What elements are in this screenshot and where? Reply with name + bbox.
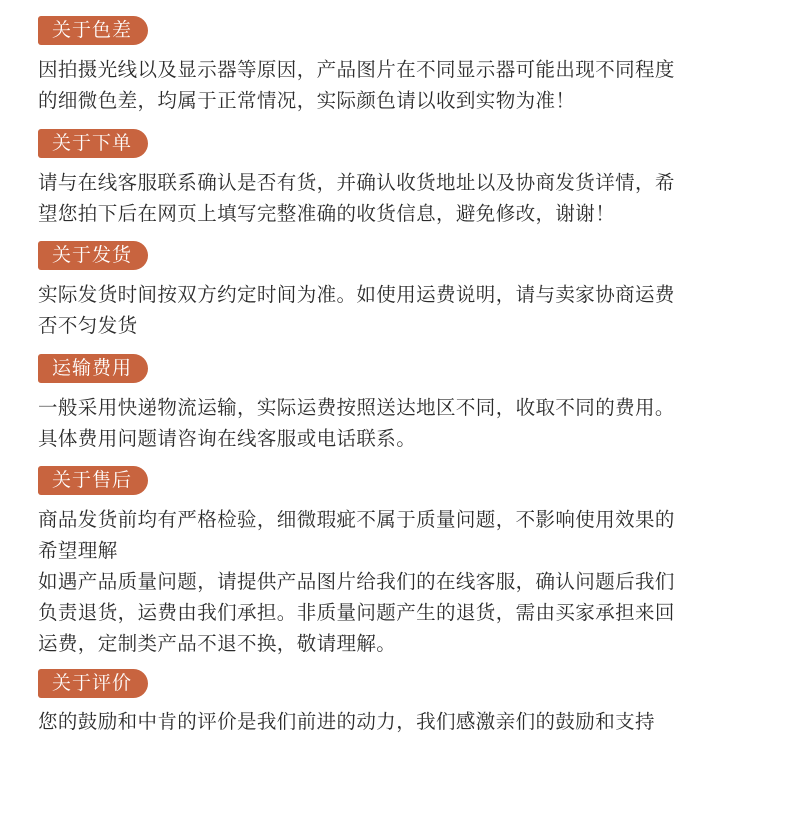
paragraph-line: 一般采用快递物流运输，实际运费按照送达地区不同，收取不同的费用。 [38, 396, 675, 419]
paragraph-line: 具体费用问题请咨询在线客服或电话联系。 [38, 427, 417, 450]
section-title-badge: 关于发货 [38, 241, 148, 270]
paragraph-line: 望您拍下后在网页上填写完整准确的收货信息，避免修改，谢谢！ [38, 202, 616, 225]
paragraph-line: 否不匀发货 [38, 314, 138, 337]
paragraph-line: 如遇产品质量问题，请提供产品图片给我们的在线客服，确认问题后我们 [38, 570, 675, 593]
paragraph-line: 运费，定制类产品不退不换，敬请理解。 [38, 632, 397, 655]
paragraph-line: 因拍摄光线以及显示器等原因，产品图片在不同显示器可能出现不同程度 [38, 58, 675, 81]
section-title-badge: 关于售后 [38, 466, 148, 495]
section-title-badge: 关于下单 [38, 129, 148, 158]
section-paragraph [38, 54, 758, 116]
paragraph-line: 的细微色差，均属于正常情况，实际颜色请以收到实物为准！ [38, 89, 576, 112]
section-title-badge: 运输费用 [38, 354, 148, 383]
paragraph-line: 负责退货，运费由我们承担。非质量问题产生的退货，需由买家承担来回 [38, 601, 675, 624]
section-paragraph [38, 392, 758, 454]
paragraph-line: 您的鼓励和中肯的评价是我们前进的动力，我们感激亲们的鼓励和支持 [38, 710, 655, 733]
paragraph-line: 实际发货时间按双方约定时间为准。如使用运费说明，请与卖家协商运费 [38, 283, 675, 306]
paragraph-line: 请与在线客服联系确认是否有货，并确认收货地址以及协商发货详情，希 [38, 171, 675, 194]
section-paragraph [38, 167, 758, 229]
section-paragraph [38, 504, 758, 659]
paragraph-line: 希望理解 [38, 539, 118, 562]
section-paragraph [38, 279, 758, 341]
paragraph-line: 商品发货前均有严格检验，细微瑕疵不属于质量问题，不影响使用效果的 [38, 508, 675, 531]
section-paragraph [38, 706, 758, 737]
section-title-badge: 关于评价 [38, 669, 148, 698]
section-title-badge: 关于色差 [38, 16, 148, 45]
